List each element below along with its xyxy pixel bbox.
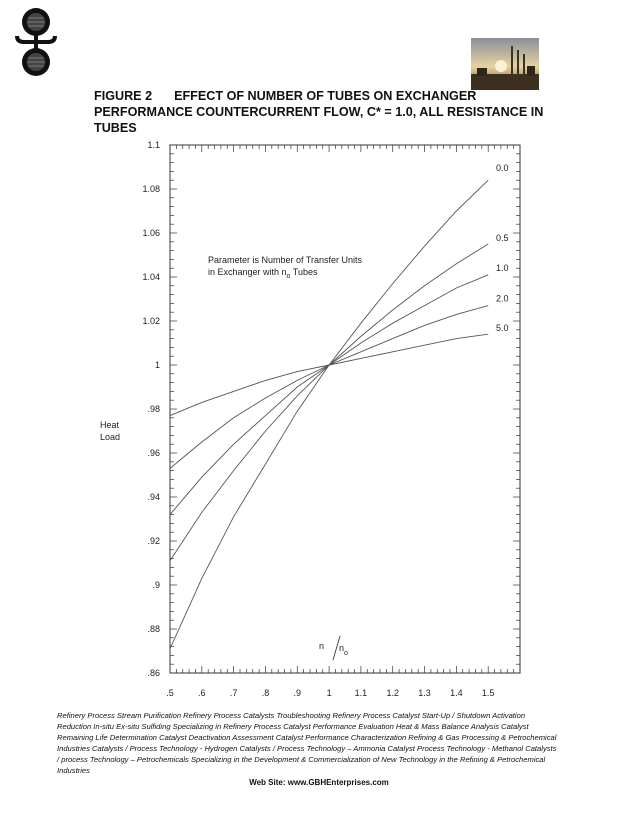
y-tick-label: 1.02: [142, 316, 160, 326]
x-tick-label: 1.5: [481, 688, 495, 698]
y-tick-label: .86: [147, 668, 160, 678]
annotation-line-2-post: Tubes: [290, 267, 318, 277]
x-tick-label: 1.1: [354, 688, 368, 698]
x-tick-labels: [166, 688, 494, 698]
figure-caption: EFFECT OF NUMBER OF TUBES ON EXCHANGER PERFORMANCE COUNTERCURRENT FLOW, C* = 1.0, ALL RESISTANCE IN TUBES: [94, 89, 544, 135]
annotation-line-1: Parameter is Number of Transfer Units: [208, 255, 363, 265]
y-tick-label: .96: [147, 448, 160, 458]
y-tick-label: 1: [154, 360, 160, 370]
series-line-0.0: [170, 180, 488, 649]
x-tick-label: 1: [326, 688, 332, 698]
x-axis-label-n: n: [319, 641, 325, 651]
series-label: 0.5: [496, 233, 509, 243]
y-tick-label: .9: [152, 580, 160, 590]
series-line-2.0: [170, 306, 488, 469]
y-tick-label: .94: [147, 492, 160, 502]
series-line-1.0: [170, 275, 488, 515]
y-axis-label-load: Load: [100, 432, 121, 442]
y-tick-label: 1.04: [142, 272, 160, 282]
figure-number: FIGURE 2: [94, 89, 153, 103]
series-lines: [170, 180, 488, 649]
x-tick-label: .6: [198, 688, 206, 698]
y-tick-label: .98: [147, 404, 160, 414]
y-tick-label: 1.08: [142, 184, 160, 194]
website-link[interactable]: Web Site: www.GBHEnterprises.com: [249, 778, 389, 787]
series-label: 0.0: [496, 163, 509, 174]
annotation-line-2: [208, 267, 318, 280]
series-line-5.0: [170, 334, 488, 415]
series-line-0.5: [170, 244, 488, 561]
y-tick-label: 1.06: [142, 228, 160, 238]
y-tick-label: 1.1: [147, 140, 160, 150]
x-tick-label: .8: [261, 688, 270, 698]
annotation-line-2-pre: in Exchanger with n: [208, 267, 287, 277]
axis-ticks: [170, 145, 520, 673]
x-axis-label-no-sub: o: [344, 650, 348, 657]
y-axis-label-heat: Heat: [100, 420, 120, 430]
x-tick-label: 1.4: [450, 688, 463, 698]
x-axis-label-no: [339, 643, 348, 657]
series-label: 5.0: [496, 323, 509, 334]
y-tick-label: .88: [147, 624, 160, 634]
x-tick-label: .5: [166, 688, 174, 698]
x-tick-label: 1.3: [418, 688, 431, 698]
footer-description: Refinery Process Stream Purification Refinery Process Catalysts Troubleshooting Refinery Process Catalyst Start-Up / Shutdown Activation Reduction In-situ Ex-situ Sulfiding Specializing in Refinery Process Catalyst Performance Evaluation Heat & Mass Balance Analysis Catalyst Remaining Life Determination Catalyst Deactivation Assessment Catalyst Performance Characterization Refining & Gas Processing & Petrochemical Industries Catalysts / Process Technology - Hydrogen Catalysts / Process Technology – Ammonia Catalyst Process Technology - Methanol Catalysts / process Technology – Petrochemicals Specializing in the Development & Commercialization of New Technology in the Refining & Petrochemical Industries: [57, 711, 557, 775]
y-tick-labels: [142, 140, 160, 678]
series-labels: [496, 163, 509, 333]
plot-frame: [170, 145, 520, 673]
y-tick-label: .92: [147, 536, 160, 546]
x-tick-label: 1.2: [386, 688, 399, 698]
annotation-line-2-sub: o: [286, 273, 291, 280]
series-label: 1.0: [496, 262, 509, 273]
x-tick-label: .7: [229, 688, 238, 698]
series-label: 2.0: [496, 293, 509, 304]
x-axis-label-no-base: n: [339, 643, 345, 653]
x-tick-label: .9: [293, 688, 302, 698]
